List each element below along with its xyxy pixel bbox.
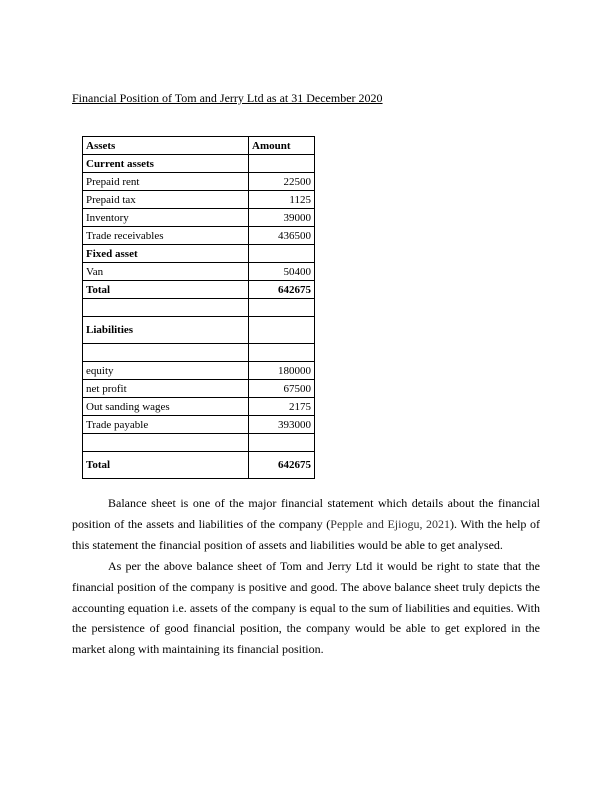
total-label: Total [83, 281, 249, 299]
row-label: equity [83, 362, 249, 380]
empty-cell [249, 299, 315, 317]
empty-cell [83, 344, 249, 362]
empty-cell [83, 299, 249, 317]
amount-cell: 39000 [249, 209, 315, 227]
amount-cell [249, 155, 315, 173]
liabilities-header-label: Liabilities [83, 317, 249, 344]
liabilities-table [82, 316, 315, 479]
amount-cell: 393000 [249, 416, 315, 434]
amount-cell: 436500 [249, 227, 315, 245]
citation: Pepple and Ejiogu, 2021 [330, 516, 451, 531]
table-row [83, 416, 315, 434]
page-heading: Financial Position of Tom and Jerry Ltd as at 31 December 2020 [72, 91, 383, 105]
table-row [83, 263, 315, 281]
spacer-row [83, 299, 315, 317]
table-row [83, 362, 315, 380]
paragraph-balance-sheet-definition [72, 493, 540, 555]
amount-cell: 180000 [249, 362, 315, 380]
total-label: Total [83, 452, 249, 479]
row-label: Inventory [83, 209, 249, 227]
table-row [83, 398, 315, 416]
total-row [83, 452, 315, 479]
table-row [83, 209, 315, 227]
section-label: Current assets [83, 155, 249, 173]
table-row [83, 380, 315, 398]
empty-cell [83, 434, 249, 452]
total-amount: 642675 [249, 281, 315, 299]
row-label: net profit [83, 380, 249, 398]
amount-cell: 2175 [249, 398, 315, 416]
table-header-row [83, 137, 315, 155]
row-label: Prepaid rent [83, 173, 249, 191]
paragraph-analysis [72, 556, 540, 660]
assets-table [82, 136, 315, 317]
row-label: Prepaid tax [83, 191, 249, 209]
row-label: Trade payable [83, 416, 249, 434]
empty-row [83, 434, 315, 452]
table-row [83, 191, 315, 209]
amount-cell: 1125 [249, 191, 315, 209]
amount-cell: 22500 [249, 173, 315, 191]
amount-cell [249, 317, 315, 344]
amount-header-label: Amount [249, 137, 315, 155]
table-header-row [83, 317, 315, 344]
amount-cell: 50400 [249, 263, 315, 281]
section-row-fixed-asset [83, 245, 315, 263]
empty-cell [249, 434, 315, 452]
paragraph-text: ). With the help of this statement the financial position of assets and liabilities would be able to get analysed. [72, 516, 541, 552]
row-label: Trade receivables [83, 227, 249, 245]
paragraph-text: Balance sheet is one of the major financial statement which details about the financial position of the assets and liabilities of the company ( [72, 496, 540, 531]
table-row [83, 227, 315, 245]
amount-cell: 67500 [249, 380, 315, 398]
total-row [83, 281, 315, 299]
assets-header-label: Assets [83, 137, 249, 155]
section-label: Fixed asset [83, 245, 249, 263]
paragraph-text: As per the above balance sheet of Tom and Jerry Ltd it would be right to state that the financial position of the company is positive and good. The above balance sheet truly depicts the accounting equation i.e. assets of the company is equal to the sum of liabilities and equities. With the persistence of good financial position, the company would be able to get explored in the market along with maintaining its financial position. [72, 559, 540, 657]
row-label: Van [83, 263, 249, 281]
empty-cell [249, 344, 315, 362]
table-row [83, 173, 315, 191]
section-row-current-assets [83, 155, 315, 173]
amount-cell [249, 245, 315, 263]
total-amount: 642675 [249, 452, 315, 479]
empty-row [83, 344, 315, 362]
row-label: Out sanding wages [83, 398, 249, 416]
